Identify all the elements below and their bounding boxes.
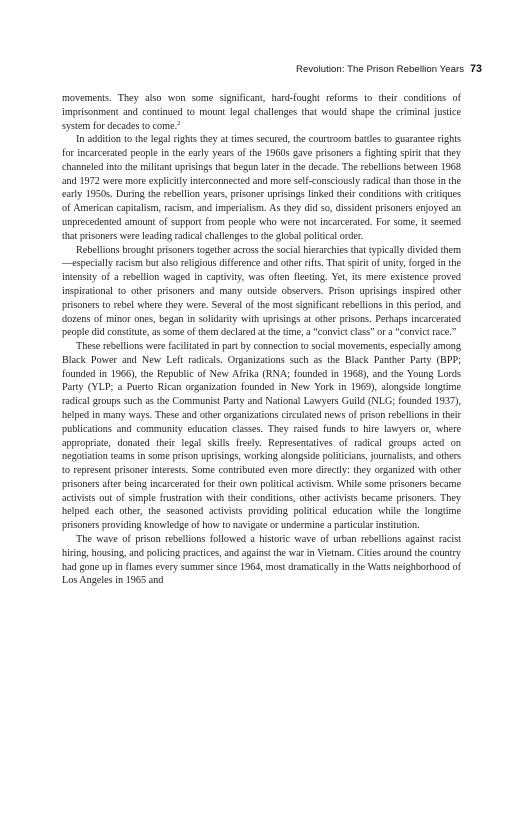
body-text bbox=[62, 92, 461, 588]
paragraph-text: movements. They also won some significant, hard-fought reforms to their conditions of imprisonment and continued to mount legal challenges that would shape the criminal justice system for decades to come. bbox=[62, 93, 461, 132]
page-number: 73 bbox=[470, 63, 482, 75]
footnote-marker: 2 bbox=[177, 119, 181, 127]
paragraph bbox=[62, 92, 461, 133]
paragraph: The wave of prison rebellions followed a historic wave of urban rebellions against racist hiring, housing, and policing practices, and against the war in Vietnam. Cities around the country had gone up in flames every summer since 1964, most dramatically in the Watts neighborhood of Los Angeles in 1965 and bbox=[62, 534, 461, 587]
running-head-title: Revolution: The Prison Rebellion Years bbox=[295, 64, 465, 75]
paragraph: Rebellions brought prisoners together across the social hierarchies that typically divided them—especially racism but also religious difference and other rifts. That spirit of unity, forged in the intensity of a rebellion waged in captivity, was often fleeting. Yet, its mere existence proved inspirational to other prisoners and many outside observers. Prison uprisings inspired other prisoners to rebel where they were. Several of the most significant rebellions in this period, and dozens of minor ones, began in solidarity with uprisings at other prisons. Perhaps incarcerated people did constitute, as some of them declared at the time, a “convict class” or a “convict race.” bbox=[62, 244, 461, 339]
running-head bbox=[296, 63, 482, 75]
paragraph: In addition to the legal rights they at times secured, the courtroom battles to guarantee rights for incarcerated people in the early years of the 1960s gave prisoners a fighting spirit that they channeled into the militant uprisings that begun later in the decade. The rebellions between 1968 and 1972 were more explicitly interconnected and more self-consciously radical than those in the early 1950s. During the rebellion years, prisoner uprisings linked their conditions with critiques of American capitalism, racism, and imperialism. As they did so, dissident prisoners enjoyed an unprecedented amount of support from people who were not incarcerated. For some, it seemed that prisoners were leading radical challenges to the global political order. bbox=[62, 134, 461, 242]
paragraph: These rebellions were facilitated in part by connection to social movements, especially among Black Power and New Left radicals. Organizations such as the Black Panther Party (BPP; founded in 1966), the Republic of New Afrika (RNA; founded in 1968), and the Young Lords Party (YLP; a Puerto Rican organization founded in New York in 1969), alongside longtime radical groups such as the Communist Party and National Lawyers Guild (NLG; founded 1937), helped in many ways. These and other organizations circulated news of prison rebellions in their publications and community education classes. They raised funds to hire lawyers or, where appropriate, donated their legal skills freely. Representatives of radical groups acted on negotiation teams in some prison uprisings, working alongside politicians, journalists, and others to represent prisoner interests. Some contributed even more directly: they organized with other prisoners after being incarcerated for their own political activism. While some prisoners became activists out of simple frustration with their conditions, other activists became prisoners. They helped each other, the seasoned activists providing political education while the longtime prisoners providing knowledge of how to navigate or undermine a particular institution. bbox=[62, 341, 461, 532]
